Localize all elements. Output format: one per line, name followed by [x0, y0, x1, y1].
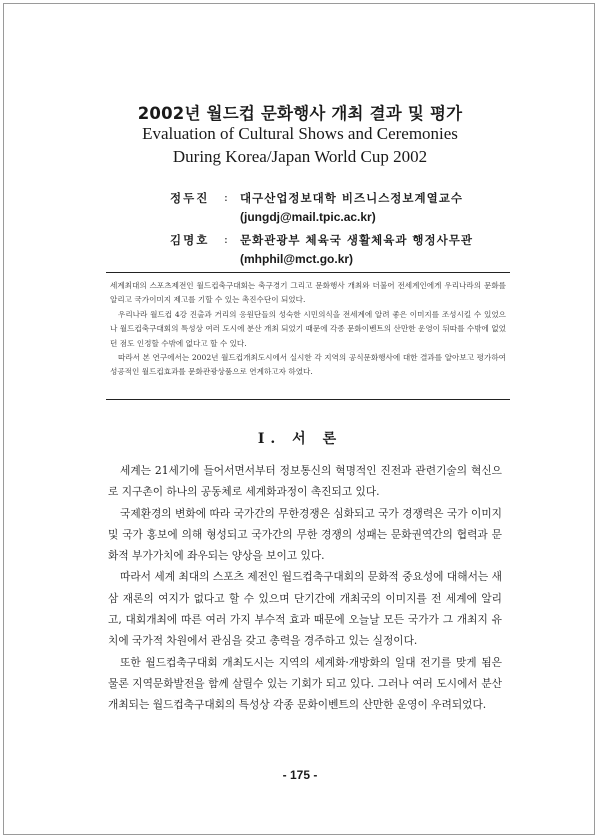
- author-block-1: [170, 190, 490, 230]
- title-english-line2: During Korea/Japan World Cup 2002: [172, 147, 428, 166]
- abstract-paragraph: 우리나라 월드컵 4강 진출과 거리의 응원단들의 성숙한 시민의식을 전세계에 알려 좋은 이미지를 조성시킬 수 있었으나 월드컵축구대회의 특성상 여러 도시에 분산 개최 되었기 때문에 각종 문화이벤트의 산만한 운영이 뒤따를 수밖에 없었던 점도 인정할 수밖에 없다고 할 수 있다.: [110, 309, 506, 348]
- body-text: [108, 460, 502, 716]
- author-email: (jungdj@mail.tpic.ac.kr): [240, 210, 376, 224]
- author-name: 김명호: [170, 233, 210, 247]
- author-separator: :: [224, 190, 228, 204]
- body-paragraph: 따라서 세계 최대의 스포츠 제전인 월드컵축구대회의 문화적 중요성에 대해서는 새삼 재론의 여지가 없다고 할 수 있으며 단기간에 개최국의 이미지를 전 세계에 알리고, 대회개최에 따른 여러 가지 부수적 효과 때문에 오늘날 모든 국가가 그 개최지 유치에 국가적 차원에서 관심을 갖고 총력을 경주하고 있는 실정이다.: [108, 570, 502, 648]
- author-separator: :: [224, 232, 228, 246]
- title-korean: 2002년 월드컵 문화행사 개최 결과 및 평가: [137, 104, 463, 123]
- title-english-line1: Evaluation of Cultural Shows and Ceremonies: [142, 124, 458, 143]
- section-heading: Ⅰ. 서 론: [257, 431, 343, 447]
- author-affiliation: 문화관광부 체육국 생활체육과 행정사무관: [240, 233, 473, 247]
- body-paragraph: 또한 월드컵축구대회 개최도시는 지역의 세계화·개방화의 일대 전기를 맞게 됨은 물론 지역문화발전을 함께 살릴수 있는 기회가 되고 있다. 그러나 여러 도시에서 분산 개최되는 월드컵축구대회의 특성상 각종 문화이벤트의 산만한 운영이 우려되었다.: [108, 655, 502, 712]
- author-name: 정두진: [170, 191, 210, 205]
- abstract-paragraph: 따라서 본 연구에서는 2002년 월드컵개최도시에서 실시한 각 지역의 공식문화행사에 대한 결과를 알아보고 평가하여 성공적인 월드컵효과를 문화관광상품으로 연계하고자 하였다.: [110, 353, 506, 377]
- abstract-box: [106, 272, 510, 400]
- body-paragraph: 세계는 21세기에 들어서면서부터 정보통신의 혁명적인 진전과 관련기술의 혁신으로 지구촌이 하나의 공동체로 세계화과정이 촉진되고 있다.: [108, 464, 502, 499]
- abstract-paragraph: 세계최대의 스포츠제전인 월드컵축구대회는 축구경기 그리고 문화행사 개최와 더불어 전세계인에게 우리나라의 문화를 알리고 국가이미지 제고를 기할 수 있는 촉진수단이 되었다.: [110, 281, 506, 305]
- author-affiliation: 대구산업정보대학 비즈니스정보계열교수: [240, 191, 463, 205]
- body-paragraph: 국제환경의 변화에 따라 국가간의 무한경쟁은 심화되고 국가 경쟁력은 국가 이미지 및 국가 홍보에 의해 형성되고 국가간의 무한 경쟁의 성패는 문화권역간의 협력과 문화적 부가가치에 좌우되는 양상을 보이고 있다.: [108, 506, 502, 563]
- author-block-2: [170, 232, 490, 272]
- author-email: (mhphil@mct.go.kr): [240, 252, 354, 266]
- page-number: - 175 -: [282, 768, 318, 782]
